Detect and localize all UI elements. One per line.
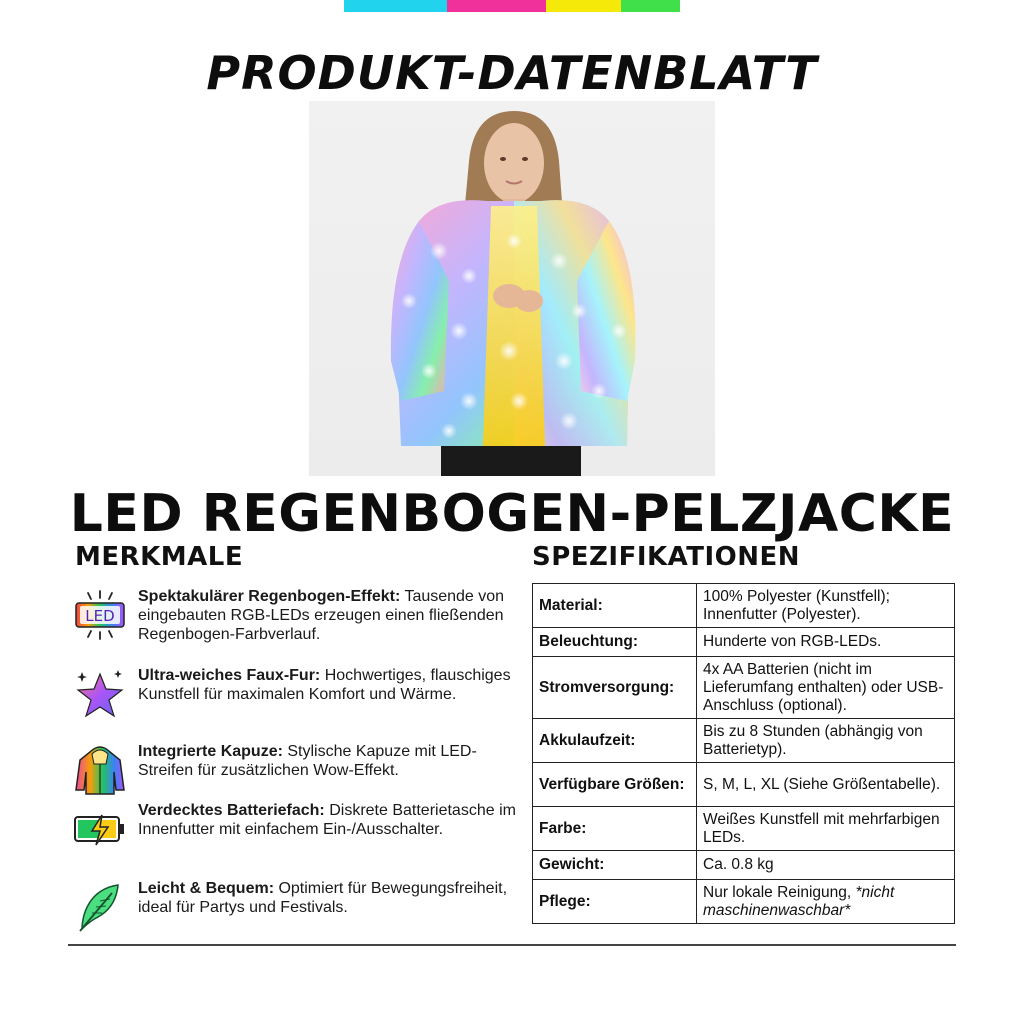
led-icon bbox=[72, 587, 128, 643]
spec-value: Ca. 0.8 kg bbox=[697, 851, 955, 880]
table-row bbox=[533, 763, 955, 807]
battery-icon bbox=[72, 801, 128, 857]
color-bar-yellow bbox=[546, 0, 621, 12]
table-row bbox=[533, 584, 955, 628]
spec-value: Weißes Kunstfell mit mehrfarbigen LEDs. bbox=[697, 807, 955, 851]
hoodie-icon bbox=[72, 742, 128, 798]
table-row bbox=[533, 657, 955, 719]
spec-value: Nur lokale Reinigung, *nicht maschinenwaschbar* bbox=[697, 880, 955, 924]
spec-key: Beleuchtung: bbox=[533, 628, 697, 657]
spec-value: Bis zu 8 Stunden (abhängig von Batterietyp). bbox=[697, 719, 955, 763]
color-bar-green bbox=[621, 0, 680, 12]
spec-key: Stromversorgung: bbox=[533, 657, 697, 719]
spec-key: Verfügbare Größen: bbox=[533, 763, 697, 807]
spec-key: Farbe: bbox=[533, 807, 697, 851]
feature-item-light: Leicht & Bequem: Optimiert für Bewegungsfreiheit, ideal für Partys und Festivals. bbox=[72, 879, 527, 935]
color-bar-cyan bbox=[344, 0, 447, 12]
feather-icon bbox=[72, 879, 128, 935]
product-name: LED REGENBOGEN-PELZJACKE bbox=[69, 484, 955, 544]
spec-value: 100% Polyester (Kunstfell); Innenfutter (Polyester). bbox=[697, 584, 955, 628]
spec-key: Pflege: bbox=[533, 880, 697, 924]
color-bar-magenta bbox=[447, 0, 546, 12]
table-row bbox=[533, 880, 955, 924]
table-row bbox=[533, 807, 955, 851]
table-row bbox=[533, 628, 955, 657]
color-bar bbox=[344, 0, 680, 12]
product-photo bbox=[309, 101, 715, 476]
jacket-photo-illustration bbox=[309, 101, 715, 476]
feature-item-faux-fur: Ultra-weiches Faux-Fur: Hochwertiges, flauschiges Kunstfell für maximalen Komfort und Wärme. bbox=[72, 666, 527, 722]
divider bbox=[68, 944, 956, 946]
spec-key: Akkulaufzeit: bbox=[533, 719, 697, 763]
feature-item-rainbow: LED Spektakulärer Regenbogen-Effekt: Tausende von eingebauten RGB-LEDs erzeugen einen fließenden Regenbogen-Farbverlauf. bbox=[72, 587, 527, 644]
star-icon bbox=[72, 666, 128, 722]
specs-table bbox=[532, 583, 955, 924]
page-title: PRODUKT-DATENBLATT bbox=[206, 46, 818, 100]
spec-value: Hunderte von RGB-LEDs. bbox=[697, 628, 955, 657]
feature-item-hood: Integrierte Kapuze: Stylische Kapuze mit LED-Streifen für zusätzlichen Wow-Effekt. bbox=[72, 742, 527, 798]
spec-value: 4x AA Batterien (nicht im Lieferumfang enthalten) oder USB-Anschluss (optional). bbox=[697, 657, 955, 719]
table-row bbox=[533, 719, 955, 763]
table-row bbox=[533, 851, 955, 880]
specs-heading: SPEZIFIKATIONEN bbox=[532, 542, 801, 572]
spec-key: Material: bbox=[533, 584, 697, 628]
svg-text:LED: LED bbox=[85, 607, 115, 625]
feature-item-battery: Verdecktes Batteriefach: Diskrete Batterietasche im Innenfutter mit einfachem Ein-/Ausschalter. bbox=[72, 801, 527, 857]
spec-value: S, M, L, XL (Siehe Größentabelle). bbox=[697, 763, 955, 807]
features-heading: MERKMALE bbox=[75, 542, 244, 572]
spec-key: Gewicht: bbox=[533, 851, 697, 880]
